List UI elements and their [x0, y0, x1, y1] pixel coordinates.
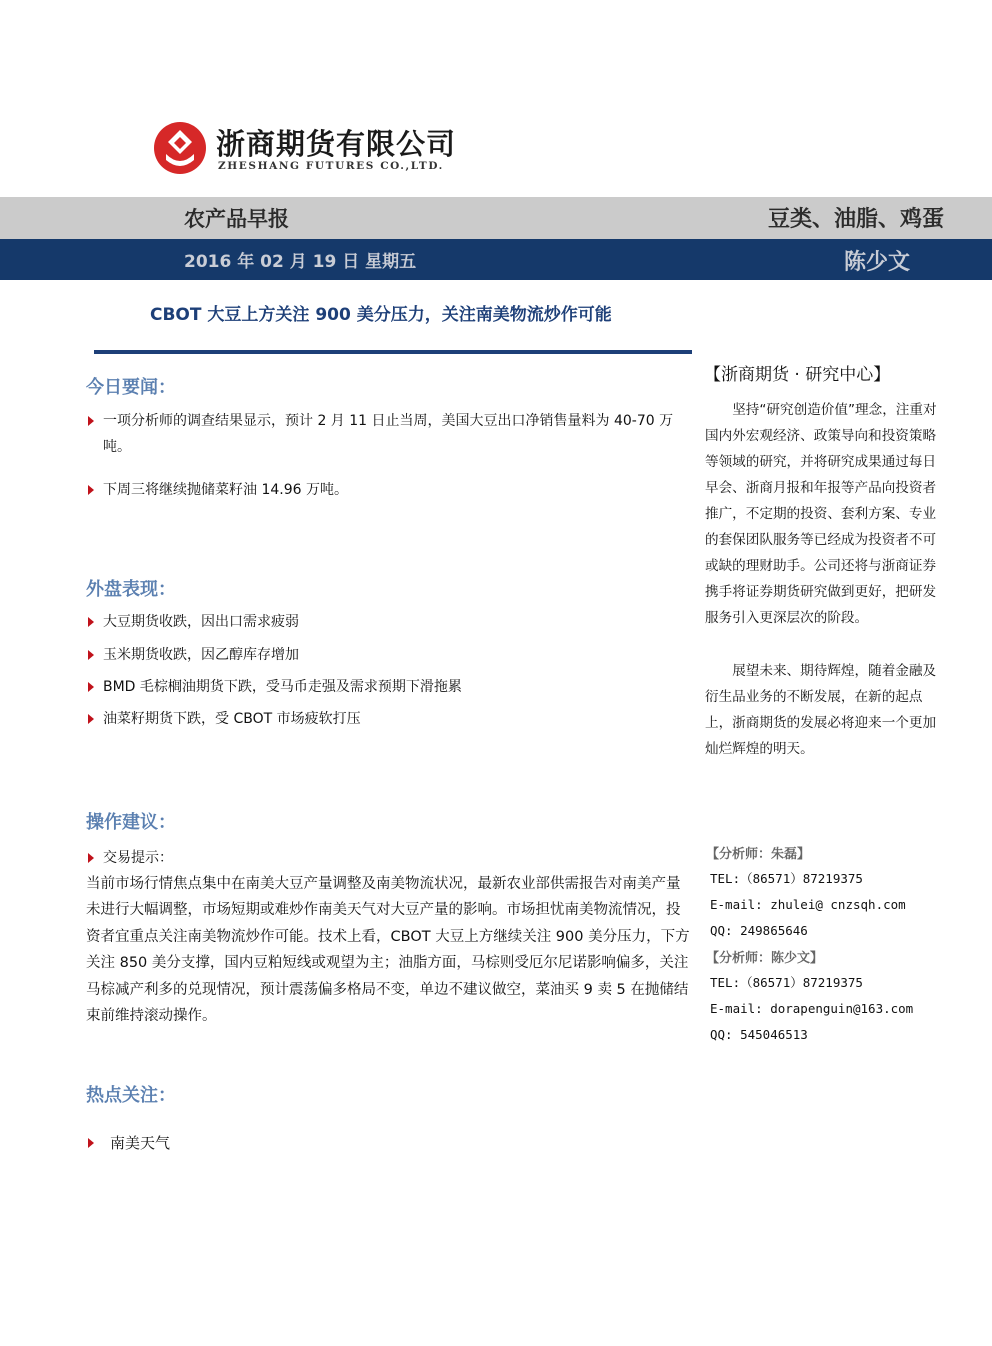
analyst-tel: TEL:（86571）87219375: [710, 871, 863, 886]
analyst-tel: TEL:（86571）87219375: [710, 975, 863, 990]
section-title-advice: 操作建议：: [86, 812, 176, 833]
list-item: 油菜籽期货下跌，受 CBOT 市场疲软打压: [88, 706, 692, 732]
bullet-arrow-icon: [88, 485, 94, 495]
list-item: 大豆期货收跌，因出口需求疲弱: [88, 609, 692, 635]
analyst-email: E-mail: dorapenguin@163.com: [710, 1001, 914, 1016]
list-item: 交易提示：: [88, 845, 692, 871]
list-item: 玉米期货收跌，因乙醇库存增加: [88, 642, 692, 668]
analyst-title: 【分析师：朱磊】: [706, 847, 811, 862]
bullet-arrow-icon: [88, 617, 94, 627]
analyst-email: E-mail: zhulei@ cnzsqh.com: [710, 897, 906, 912]
report-topic: 豆类、油脂、鸡蛋: [767, 207, 944, 232]
list-item: BMD 毛棕榈油期货下跌，受马币走强及需求预期下滑拖累: [88, 674, 692, 700]
advice-paragraph: 当前市场行情焦点集中在南美大豆产量调整及南美物流状况，最新农业部供需报告对南美产量未进行大幅调整，市场短期或难炒作南美天气对大豆产量的影响。市场担忧南美物流情况，投资者宜重点关注南美物流炒作可能。技术上看，CBOT 大豆上方继续关注 900 美分压力，下方关注 850 美分支撑，国内豆粕短线或观望为主；油脂方面，马棕则受厄尔尼诺影响偏多，关注马棕减产利多的兑现情况，预计震荡偏多格局不变，单边不建议做空，菜油买 9 卖 5 在抛储结束前维持滚动操作。: [86, 876, 690, 1025]
research-center-paragraph: 坚持“研究创造价值”理念，注重对国内外宏观经济、政策导向和投资策略等领域的研究，并将研究成果通过每日早会、浙商月报和年报等产品向投资者推广，不定期的投资、套利方案、专业的套保团队服务等已经成为投资者不可或缺的理财助手。公司还将与浙商证券携手将证券期货研究做到更好，把研发服务引入更深层次的阶段。: [705, 402, 937, 626]
section-title-external: 外盘表现：: [86, 579, 176, 600]
report-type: 农产品早报: [184, 207, 289, 231]
headline: CBOT 大豆上方关注 900 美分压力，关注南美物流炒作可能: [150, 305, 612, 325]
bullet-arrow-icon: [88, 853, 94, 863]
list-item: 南美天气: [88, 1130, 692, 1156]
analyst-qq: QQ: 545046513: [710, 1027, 808, 1042]
section-title-hot: 热点关注：: [86, 1085, 176, 1106]
headline-divider: [94, 350, 692, 354]
section-title-news: 今日要闻：: [86, 377, 176, 398]
report-author: 陈少文: [843, 250, 910, 275]
company-name-cn: 浙商期货有限公司: [216, 127, 457, 161]
list-item: 一项分析师的调查结果显示，预计 2 月 11 日止当周，美国大豆出口净销售量料为 40-70 万吨。: [88, 408, 692, 460]
bullet-arrow-icon: [88, 682, 94, 692]
bullet-arrow-icon: [88, 714, 94, 724]
analyst-qq: QQ: 249865646: [710, 923, 808, 938]
report-date: 2016 年 02 月 19 日 星期五: [184, 252, 417, 272]
company-logo: [152, 120, 457, 180]
bullet-arrow-icon: [88, 1138, 94, 1148]
bullet-arrow-icon: [88, 650, 94, 660]
company-name-en: ZHESHANG FUTURES CO.,LTD.: [218, 160, 444, 172]
list-item: 下周三将继续抛储菜籽油 14.96 万吨。: [88, 477, 692, 503]
zheshang-logo-icon: [152, 120, 208, 176]
research-center-paragraph: 展望未来、期待辉煌，随着金融及衍生品业务的不断发展，在新的起点上，浙商期货的发展必将迎来一个更加灿烂辉煌的明天。: [705, 663, 937, 757]
analyst-title: 【分析师：陈少文】: [706, 951, 824, 966]
research-center-title: 【浙商期货 · 研究中心】: [704, 365, 891, 385]
bullet-arrow-icon: [88, 416, 94, 426]
